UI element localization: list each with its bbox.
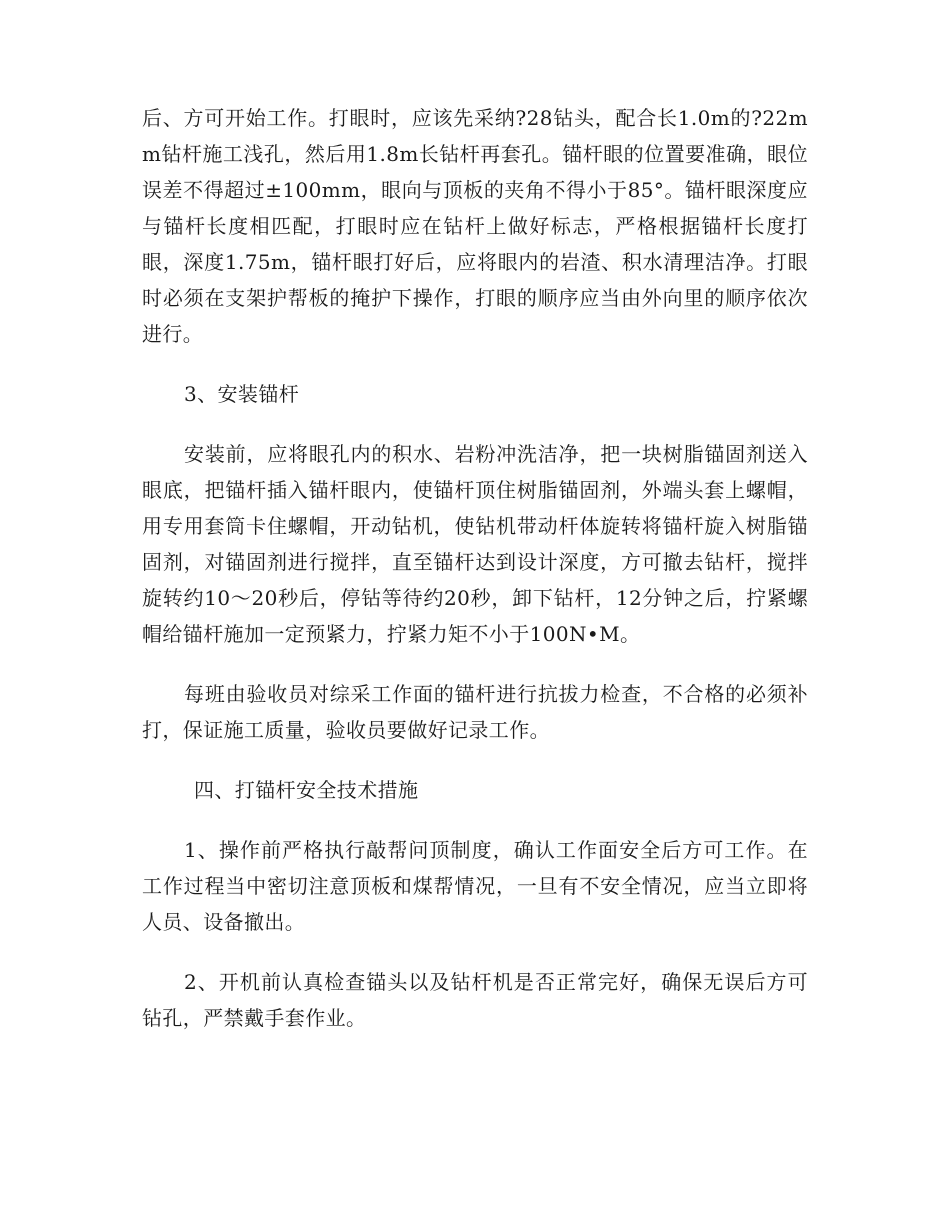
paragraph-install-procedure: 安装前，应将眼孔内的积水、岩粉冲洗洁净，把一块树脂锚固剂送入眼底，把锚杆插入锚杆眼内，使锚杆顶住树脂锚固剂，外端头套上螺帽，用专用套筒卡住螺帽，开动钻机，使钻机带动杆体旋转将锚杆旋入树脂锚固剂，对锚固剂进行搅拌，直至锚杆达到设计深度，方可撤去钻杆，搅拌旋转约10～20秒后，停钻等待约20秒，卸下钻杆，12分钟之后，拧紧螺帽给锚杆施加一定预紧力，拧紧力矩不小于100N•M。: [142, 442, 808, 646]
paragraph-inspection: 每班由验收员对综采工作面的锚杆进行抗拔力检查，不合格的必须补打，保证施工质量，验收员要做好记录工作。: [142, 682, 808, 742]
paragraph-safety-item-1: 1、操作前严格执行敲帮问顶制度，确认工作面安全后方可工作。在工作过程当中密切注意顶板和煤帮情况，一旦有不安全情况，应当立即将人员、设备撤出。: [142, 838, 808, 934]
document-body: [142, 100, 808, 1036]
paragraph-drilling-procedure: 后、方可开始工作。打眼时，应该先采纳?28钻头，配合长1.0m的?22mm钻杆施工浅孔，然后用1.8m长钻杆再套孔。锚杆眼的位置要准确，眼位误差不得超过±100mm，眼向与顶板的夹角不得小于85°。锚杆眼深度应与锚杆长度相匹配，打眼时应在钻杆上做好标志，严格根据锚杆长度打眼，深度1.75m，锚杆眼打好后，应将眼内的岩渣、积水清理洁净。打眼时必须在支架护帮板的掩护下操作，打眼的顺序应当由外向里的顺序依次进行。: [142, 106, 808, 346]
paragraph-safety-item-2: 2、开机前认真检查锚头以及钻杆机是否正常完好，确保无误后方可钻孔，严禁戴手套作业。: [142, 970, 808, 1030]
section-heading-safety-measures: 四、打锚杆安全技术措施: [194, 778, 419, 802]
subheading-install-anchor: 3、安装锚杆: [184, 382, 300, 406]
